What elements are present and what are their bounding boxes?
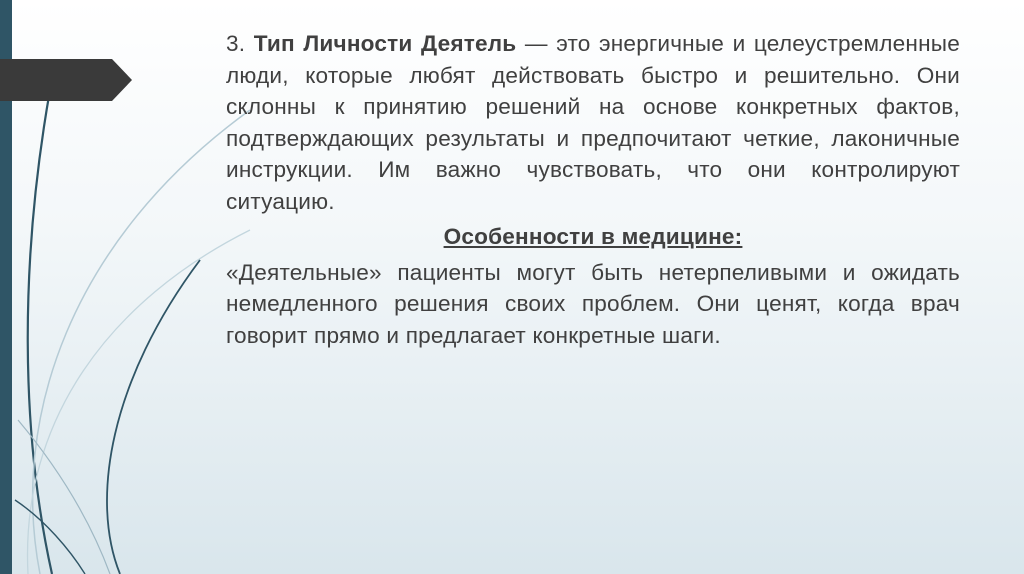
item-number: 3. — [226, 31, 246, 56]
paragraph-type-description — [226, 28, 960, 217]
type-title: Тип Личности Деятель — [253, 31, 517, 56]
paragraph-medicine: «Деятельные» пациенты могут быть нетерпеливыми и ожидать немедленного решения своих проблем. Они ценят, когда врач говорит прямо и предлагает конкретные шаги. — [226, 259, 960, 348]
type-description: — это энергичные и целеустремленные люди, которые любят действовать быстро и решительно. Они склонны к принятию решений на основе конкретных фактов, подтверждающих результаты и предпочитают четкие, лаконичные инструкции. Им важно чувствовать, что они контролируют ситуацию. — [226, 31, 960, 214]
slide-content — [226, 28, 960, 351]
arrow-shape — [0, 59, 132, 101]
section-heading: Особенности в медицине: — [443, 224, 743, 249]
